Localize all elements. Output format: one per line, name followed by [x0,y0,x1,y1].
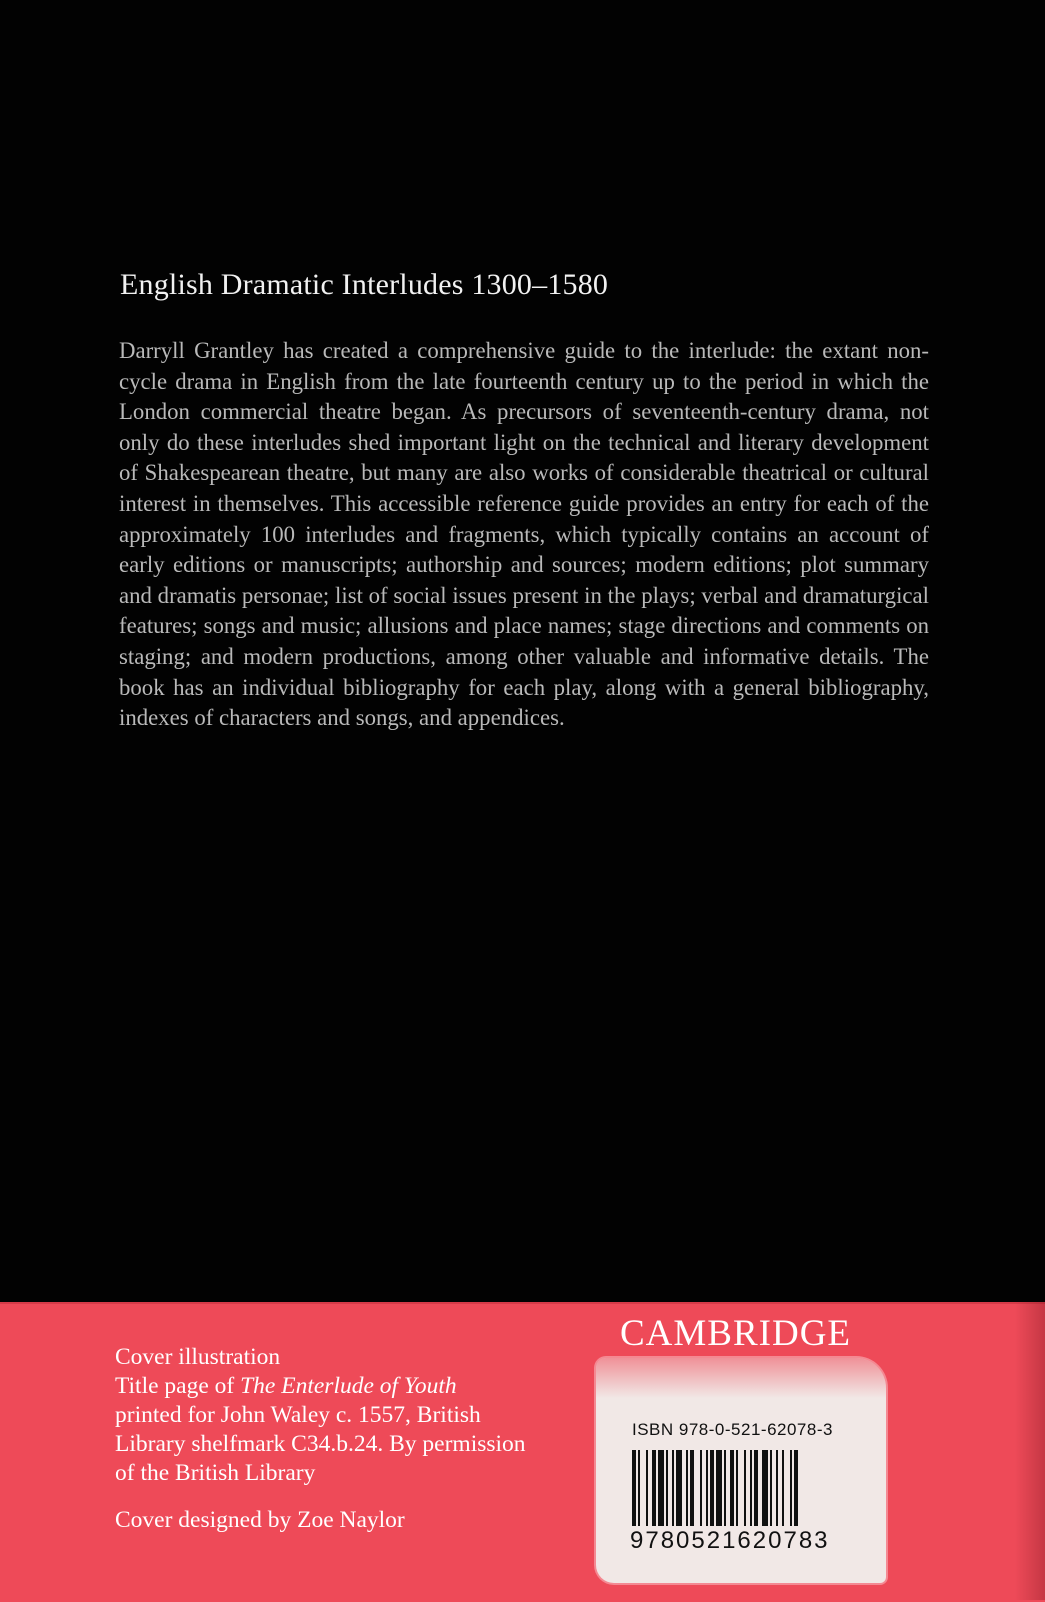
sticker-tear [596,1358,886,1398]
credit-line [115,1372,585,1401]
credit-line: printed for John Waley c. 1557, British [115,1402,481,1428]
book-blurb: Darryll Grantley has created a comprehensive guide to the interlude: the extant non-cycle drama in English from the late fourteenth century up to the period in which the London commercial theatre began. As precursors of seventeenth-century drama, not only do these interludes shed important light on the technical and literary development of Shakespearean theatre, but many are also works of considerable theatrical or cultural interest in themselves. This accessible reference guide provides an entry for each of the approximately 100 interludes and fragments, which typically contains an account of early editions or manuscripts; authorship and sources; modern editions; plot summary and dramatis personae; list of social issues present in the plays; verbal and dramaturgical features; songs and music; allusions and place names; stage directions and comments on staging; and modern productions, among other valuable and informative details. The book has an individual bibliography for each play, along with a general bibliography, indexes of characters and songs, and appendices. [119,338,929,731]
barcode-number: 9780521620783 [630,1527,830,1554]
band-edge-shadow [1015,1302,1045,1600]
isbn-label: ISBN 978-0-521-62078-3 [632,1420,833,1439]
credit-line: Cover illustration [115,1344,281,1370]
cover-designer-credit: Cover designed by Zoe Naylor [115,1507,405,1533]
credit-text: Title page of [115,1373,241,1399]
barcode-icon [632,1450,860,1526]
illustration-title: The Enterlude of Youth [240,1373,457,1399]
cover-credits [115,1343,585,1535]
credit-line: of the British Library [115,1460,316,1486]
publisher-logo: CAMBRIDGE [620,1313,852,1354]
book-title: English Dramatic Interludes 1300–1580 [120,268,609,301]
credit-line: Library shelfmark C34.b.24. By permission [115,1431,526,1457]
